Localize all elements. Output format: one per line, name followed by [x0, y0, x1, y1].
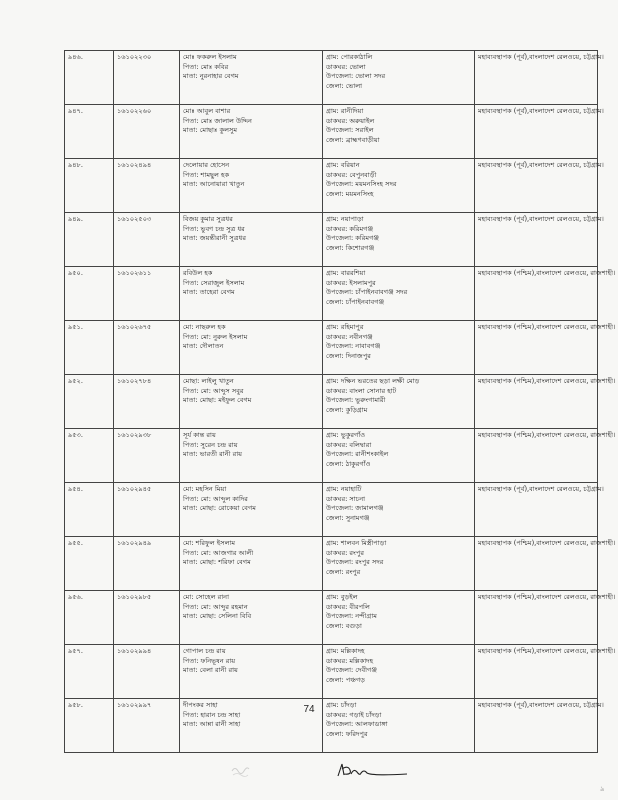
- address-cell-upazila: উপজেলা: জামালগঞ্জ: [326, 504, 384, 513]
- name-cell-father: পিতা: মো: আব্দুর রহমান: [183, 602, 248, 611]
- table-row: [65, 321, 598, 375]
- name-cell-name: মো: শরিফুল ইসলাম: [183, 539, 236, 547]
- serial-cell-sl: ৯৫৬.: [68, 593, 83, 601]
- roll-cell: [114, 429, 180, 483]
- address-cell: [323, 105, 475, 159]
- name-cell-father: পিতা: হারান চন্দ্র সাহা: [183, 710, 241, 719]
- table-row: [65, 267, 598, 321]
- posting-cell: [475, 321, 616, 375]
- roll-cell: [114, 483, 180, 537]
- name-cell-father: পিতা: সুরেন চন্দ্র রায়: [183, 440, 238, 449]
- serial-cell-sl: ৯৪৯.: [68, 215, 83, 223]
- address-cell-village: গ্রাম: বুড়ইল: [326, 593, 358, 601]
- posting-cell-post: মহাব্যবস্থাপক (পশ্চিম),বাংলাদেশ রেলওয়ে, রাজশাহী।: [478, 593, 616, 601]
- address-cell-po: ডাকঘর: সাচনা: [326, 494, 366, 503]
- signature: [334, 760, 404, 782]
- posting-cell: [475, 105, 604, 159]
- name-cell-father: পিতা: মো: আজগার আলী: [183, 548, 254, 557]
- address-cell-district: জেলা: পঞ্চগড়: [326, 675, 365, 684]
- roll-cell-roll: ১৬১০২২৩০: [117, 53, 152, 61]
- address-cell-upazila: উপজেলা: দেবীগঞ্জ: [326, 666, 377, 675]
- roll-cell-roll: ১৬১০২৯৯৪: [117, 647, 152, 655]
- posting-cell: [475, 537, 616, 591]
- serial-cell: [65, 429, 114, 483]
- name-cell-name: দেলোয়ার হোসেন: [183, 161, 230, 169]
- address-cell-village: গ্রাম: ভুকুরগাঁও: [326, 431, 366, 439]
- table-row: [65, 159, 598, 213]
- posting-cell: [475, 375, 616, 429]
- serial-cell-sl: ৯৫২.: [68, 377, 83, 385]
- name-cell-mother: মাতা: দৌলাতন: [183, 342, 224, 351]
- name-cell: [180, 321, 323, 375]
- name-cell: [180, 645, 323, 699]
- address-cell-po: ডাকঘর: রংপুর: [326, 548, 364, 557]
- name-cell-mother: মাতা: মোছা: মইফুল বেগম: [183, 396, 252, 405]
- address-cell-upazila: উপজেলা: আলফাডাঙ্গা: [326, 720, 388, 729]
- name-cell-name: মোছা: লাইলু খাতুন: [183, 377, 234, 385]
- address-cell: [323, 483, 475, 537]
- name-cell-father: পিতা: মোঃ কবির: [183, 62, 229, 71]
- address-cell-upazila: উপজেলা: নাবাবগঞ্জ: [326, 342, 381, 351]
- name-cell-name: মোঃ ফকরুল ইসলাম: [183, 53, 237, 61]
- address-cell-upazila: উপজেলা: রংপুর সদর: [326, 558, 384, 567]
- name-cell-father: পিতা: মো: আব্দুস সবুর: [183, 386, 244, 395]
- address-cell-po: ডাকঘর: বীরপলি: [326, 602, 370, 611]
- serial-cell-sl: ৯৫৫.: [68, 539, 83, 547]
- name-cell-name: সূর্য কান্ত রায়: [183, 431, 216, 439]
- roll-cell-roll: ১৬১০২৬৭৫: [117, 323, 152, 331]
- address-cell-village: গ্রাম: মল্লিকাদহ: [326, 647, 365, 655]
- address-cell-district: জেলা: দিনাজপুর: [326, 351, 371, 360]
- roll-cell-roll: ১৬১০২৪৯৪: [117, 161, 152, 169]
- roll-cell-roll: ১৬১০২৯৮৫: [117, 593, 152, 601]
- address-cell: [323, 375, 475, 429]
- address-cell-village: গ্রাম: পোরকাঠালি: [326, 53, 373, 61]
- roll-cell: [114, 645, 180, 699]
- posting-cell: [475, 267, 616, 321]
- serial-cell-sl: ৯৫৭.: [68, 647, 83, 655]
- posting-cell-post: মহাব্যবস্থাপক (পূর্ব),বাংলাদেশ রেলওয়ে, চট্টগ্রাম।: [478, 701, 604, 709]
- table-row: [65, 105, 598, 159]
- roll-cell-roll: ১৬১০২৯৯৭: [117, 701, 152, 709]
- roll-cell: [114, 159, 180, 213]
- table-row: [65, 645, 598, 699]
- address-cell-upazila: উপজেলা: চাঁপাইনবাবগঞ্জ সদর: [326, 288, 408, 297]
- address-cell: [323, 537, 475, 591]
- address-cell-district: জেলা: চাঁপাইনবাবগঞ্জ: [326, 297, 385, 306]
- table-row: [65, 483, 598, 537]
- roll-cell-roll: ১৬১০২৭৮৪: [117, 377, 152, 385]
- address-cell-upazila: উপজেলা: সরাইল: [326, 126, 374, 135]
- table-row: [65, 213, 598, 267]
- roll-cell: [114, 375, 180, 429]
- serial-cell-sl: ৯৫৪.: [68, 485, 83, 493]
- table-row: [65, 375, 598, 429]
- name-cell-name: মো: মহসিন মিয়া: [183, 485, 227, 493]
- serial-cell: [65, 159, 114, 213]
- posting-cell-post: মহাব্যবস্থাপক (পশ্চিম),বাংলাদেশ রেলওয়ে, রাজশাহী।: [478, 323, 616, 331]
- posting-cell-post: মহাব্যবস্থাপক (পূর্ব),বাংলাদেশ রেলওয়ে, চট্টগ্রাম।: [478, 215, 604, 223]
- address-cell-po: ডাকঘর: গড়াই চাঁদড়া: [326, 710, 382, 719]
- address-cell-village: গ্রাম: বরিয়ান: [326, 161, 360, 169]
- posting-cell: [475, 591, 616, 645]
- posting-cell-post: মহাব্যবস্থাপক (পূর্ব),বাংলাদেশ রেলওয়ে, চট্টগ্রাম।: [478, 53, 604, 61]
- roll-cell: [114, 537, 180, 591]
- serial-cell-sl: ৯৫৮.: [68, 701, 83, 709]
- name-cell-mother: মাতা: মোছাঃ কুলসুম: [183, 126, 238, 135]
- posting-cell-post: মহাব্যবস্থাপক (পশ্চিম),বাংলাদেশ রেলওয়ে, রাজশাহী।: [478, 269, 616, 277]
- serial-cell: [65, 321, 114, 375]
- address-cell: [323, 321, 475, 375]
- serial-cell-sl: ৯৪৮.: [68, 161, 83, 169]
- serial-cell-sl: ৯৫১.: [68, 323, 83, 331]
- posting-cell-post: মহাব্যবস্থাপক (পশ্চিম),বাংলাদেশ রেলওয়ে, রাজশাহী।: [478, 377, 616, 385]
- name-cell-mother: মাতা: বেলা রানী রায়: [183, 666, 238, 675]
- name-cell-father: পিতা: ভুবণ চন্দ্র সুত্র ধর: [183, 224, 245, 233]
- name-cell-father: পিতা: ফনিভূষন রায়: [183, 656, 236, 665]
- name-cell-father: পিতা: শামছুল হক: [183, 170, 230, 179]
- name-cell-mother: মাতা: মোছা: শরিফা বেগম: [183, 558, 251, 567]
- posting-cell: [475, 429, 616, 483]
- roll-cell-roll: ১৬১০২৯৪৫: [117, 485, 152, 493]
- name-cell: [180, 105, 323, 159]
- address-cell-district: জেলা: ঠাকুরগাঁও: [326, 459, 371, 468]
- posting-cell-post: মহাব্যবস্থাপক (পশ্চিম),বাংলাদেশ রেলওয়ে, রাজশাহী।: [478, 431, 616, 439]
- address-cell-village: গ্রাম: নয়াহাটি: [326, 485, 362, 493]
- table-row: [65, 51, 598, 105]
- name-cell-name: মো: সোহেল রানা: [183, 593, 230, 601]
- address-cell-district: জেলা: সুনামগঞ্জ: [326, 513, 370, 522]
- name-cell-father: পিতা: মোঃ জালাল উদ্দিন: [183, 116, 252, 125]
- serial-cell: [65, 537, 114, 591]
- serial-cell: [65, 51, 114, 105]
- name-cell-name: গোপাল চন্দ্র রায়: [183, 647, 226, 655]
- roll-cell-roll: ১৬১০২৬১১: [117, 269, 152, 277]
- name-cell: [180, 483, 323, 537]
- address-cell-village: গ্রাম: শালবন মিস্ত্রীপাড়া: [326, 539, 387, 547]
- posting-cell-post: মহাব্যবস্থাপক (পূর্ব),বাংলাদেশ রেলওয়ে, চট্টগ্রাম।: [478, 107, 604, 115]
- name-cell: [180, 51, 323, 105]
- posting-cell-post: মহাব্যবস্থাপক (পশ্চিম),বাংলাদেশ রেলওয়ে, রাজশাহী।: [478, 539, 616, 547]
- posting-cell: [475, 645, 616, 699]
- name-cell-mother: মাতা: জয়ন্তীরানী সুত্রধর: [183, 234, 246, 243]
- name-cell-mother: মাতা: মোছা: সেলিনা বিবি: [183, 612, 252, 621]
- roll-cell: [114, 321, 180, 375]
- name-cell-mother: মাতা: আন্না রানী সাহা: [183, 720, 241, 729]
- roll-cell-roll: ১৬১০২৯৩৮: [117, 431, 152, 439]
- address-cell-village: গ্রাম: রানীদিয়া: [326, 107, 364, 115]
- address-cell-village: গ্রাম: নয়াপাড়া: [326, 215, 364, 223]
- table-row: [65, 429, 598, 483]
- corner-mark: ৯: [600, 785, 605, 793]
- address-cell-district: জেলা: কিশোরগঞ্জ: [326, 243, 375, 252]
- posting-cell: [475, 159, 604, 213]
- address-cell-po: ডাকঘর: বলিদ্বারা: [326, 440, 372, 449]
- name-cell-name: মো: নাছরুল হক: [183, 323, 226, 331]
- serial-cell: [65, 375, 114, 429]
- serial-cell: [65, 483, 114, 537]
- address-cell-district: জেলা: রংপুর: [326, 567, 361, 576]
- address-cell: [323, 159, 475, 213]
- name-cell-mother: মাতা: মোছা: রোকেয়া বেগম: [183, 504, 256, 513]
- address-cell-village: গ্রাম: বাররশিয়া: [326, 269, 366, 277]
- address-cell-po: ডাকঘর: বেপুনবাড়ী: [326, 170, 377, 179]
- faint-stamp-mark: [230, 764, 250, 778]
- roll-cell: [114, 51, 180, 105]
- address-cell-district: জেলা: কুড়িগ্রাম: [326, 405, 368, 414]
- address-cell-village: গ্রাম: দক্ষিন ভরতের ছড়া লক্ষী মোড়: [326, 377, 420, 385]
- name-cell: [180, 537, 323, 591]
- name-cell-name: মোঃ আবুল বাশার: [183, 107, 231, 115]
- address-cell-district: জেলা: ফরিদপুর: [326, 729, 368, 738]
- name-cell: [180, 213, 323, 267]
- serial-cell: [65, 213, 114, 267]
- serial-cell-sl: ৯৫৩.: [68, 431, 83, 439]
- posting-cell-post: মহাব্যবস্থাপক (পূর্ব),বাংলাদেশ রেলওয়ে, চট্টগ্রাম।: [478, 161, 604, 169]
- address-cell-upazila: উপজেলা: ভুরুংগামারী: [326, 396, 386, 405]
- roll-cell: [114, 267, 180, 321]
- address-cell-po: ডাকঘর: ইসলামপুর: [326, 278, 376, 287]
- serial-cell-sl: ৯৪৭.: [68, 107, 83, 115]
- name-cell: [180, 267, 323, 321]
- roll-cell-roll: ১৬১০২৯৪৯: [117, 539, 152, 547]
- address-cell: [323, 591, 475, 645]
- posting-cell: [475, 51, 604, 105]
- posting-cell: [475, 213, 604, 267]
- name-cell-name: রবিউল হক: [183, 269, 213, 277]
- address-cell-district: জেলা: ভোলা: [326, 81, 363, 90]
- roll-cell-roll: ১৬১০২৫০৩: [117, 215, 152, 223]
- name-cell-mother: মাতা: আনোয়ারা খাতুন: [183, 180, 245, 189]
- page-number: 74: [303, 704, 315, 715]
- address-cell-po: ডাকঘর: বাংলা সোনার হাট: [326, 386, 397, 395]
- address-cell-village: গ্রাম: রহিমাপুর: [326, 323, 364, 331]
- address-cell: [323, 51, 475, 105]
- table-row: [65, 537, 598, 591]
- name-cell-name: বিজয় কুমার সুত্রধর: [183, 215, 233, 223]
- table-row: [65, 591, 598, 645]
- address-cell-district: জেলা: ব্রাহ্মণবাড়ীয়া: [326, 135, 380, 144]
- serial-cell: [65, 591, 114, 645]
- address-cell-po: ডাকঘর: অরুয়াইল: [326, 116, 375, 125]
- address-cell-village: গ্রাম: চাঁদড়া: [326, 701, 357, 709]
- candidate-table: [64, 50, 616, 753]
- address-cell: [323, 429, 475, 483]
- serial-cell-sl: ৯৫০.: [68, 269, 83, 277]
- name-cell: [180, 591, 323, 645]
- name-cell-father: পিতা: মো: আব্দুল কাদির: [183, 494, 248, 503]
- address-cell-upazila: উপজেলা: রানীশংকাইল: [326, 450, 389, 459]
- address-cell: [323, 267, 475, 321]
- serial-cell-sl: ৯৪৬.: [68, 53, 83, 61]
- name-cell-father: পিতা: মো: নুরুল ইসলাম: [183, 332, 248, 341]
- posting-cell-post: মহাব্যবস্থাপক (পূর্ব),বাংলাদেশ রেলওয়ে, চট্টগ্রাম।: [478, 485, 604, 493]
- posting-cell-post: মহাব্যবস্থাপক (পশ্চিম),বাংলাদেশ রেলওয়ে, রাজশাহী।: [478, 647, 616, 655]
- address-cell-upazila: উপজেলা: ভোলা সদর: [326, 72, 386, 81]
- roll-cell: [114, 591, 180, 645]
- roll-cell-roll: ১৬১০২২৬০: [117, 107, 152, 115]
- address-cell: [323, 213, 475, 267]
- address-cell-po: ডাকঘর: ভোলা: [326, 62, 366, 71]
- posting-cell: [475, 483, 604, 537]
- name-cell-father: পিতা: সেরাজুল ইসলাম: [183, 278, 245, 287]
- roll-cell: [114, 105, 180, 159]
- serial-cell: [65, 105, 114, 159]
- roll-cell: [114, 213, 180, 267]
- name-cell: [180, 429, 323, 483]
- serial-cell: [65, 645, 114, 699]
- address-cell-district: জেলা: ময়মনসিংহ: [326, 189, 374, 198]
- address-cell-upazila: উপজেলা: নন্দীগ্রাম: [326, 612, 377, 621]
- address-cell-po: ডাকঘর: মল্লিকাদহ: [326, 656, 374, 665]
- name-cell-mother: মাতা: তাহেরা বেগম: [183, 288, 235, 297]
- address-cell-district: জেলা: বগুড়া: [326, 621, 362, 630]
- name-cell: [180, 159, 323, 213]
- name-cell-mother: মাতা: ভারতী রানী রায়: [183, 450, 243, 459]
- address-cell-upazila: উপজেলা: ময়মনসিংহ সদর: [326, 180, 397, 189]
- name-cell-mother: মাতা: নুরনাহার বেগম: [183, 72, 239, 81]
- name-cell: [180, 375, 323, 429]
- address-cell: [323, 645, 475, 699]
- name-cell-name: দীপংকর সাহা: [183, 701, 218, 709]
- address-cell-po: ডাকঘর: করিমগঞ্জ: [326, 224, 374, 233]
- serial-cell: [65, 267, 114, 321]
- address-cell-po: ডাকঘর: নবীনগঞ্জ: [326, 332, 373, 341]
- address-cell-upazila: উপজেলা: করিমগঞ্জ: [326, 234, 380, 243]
